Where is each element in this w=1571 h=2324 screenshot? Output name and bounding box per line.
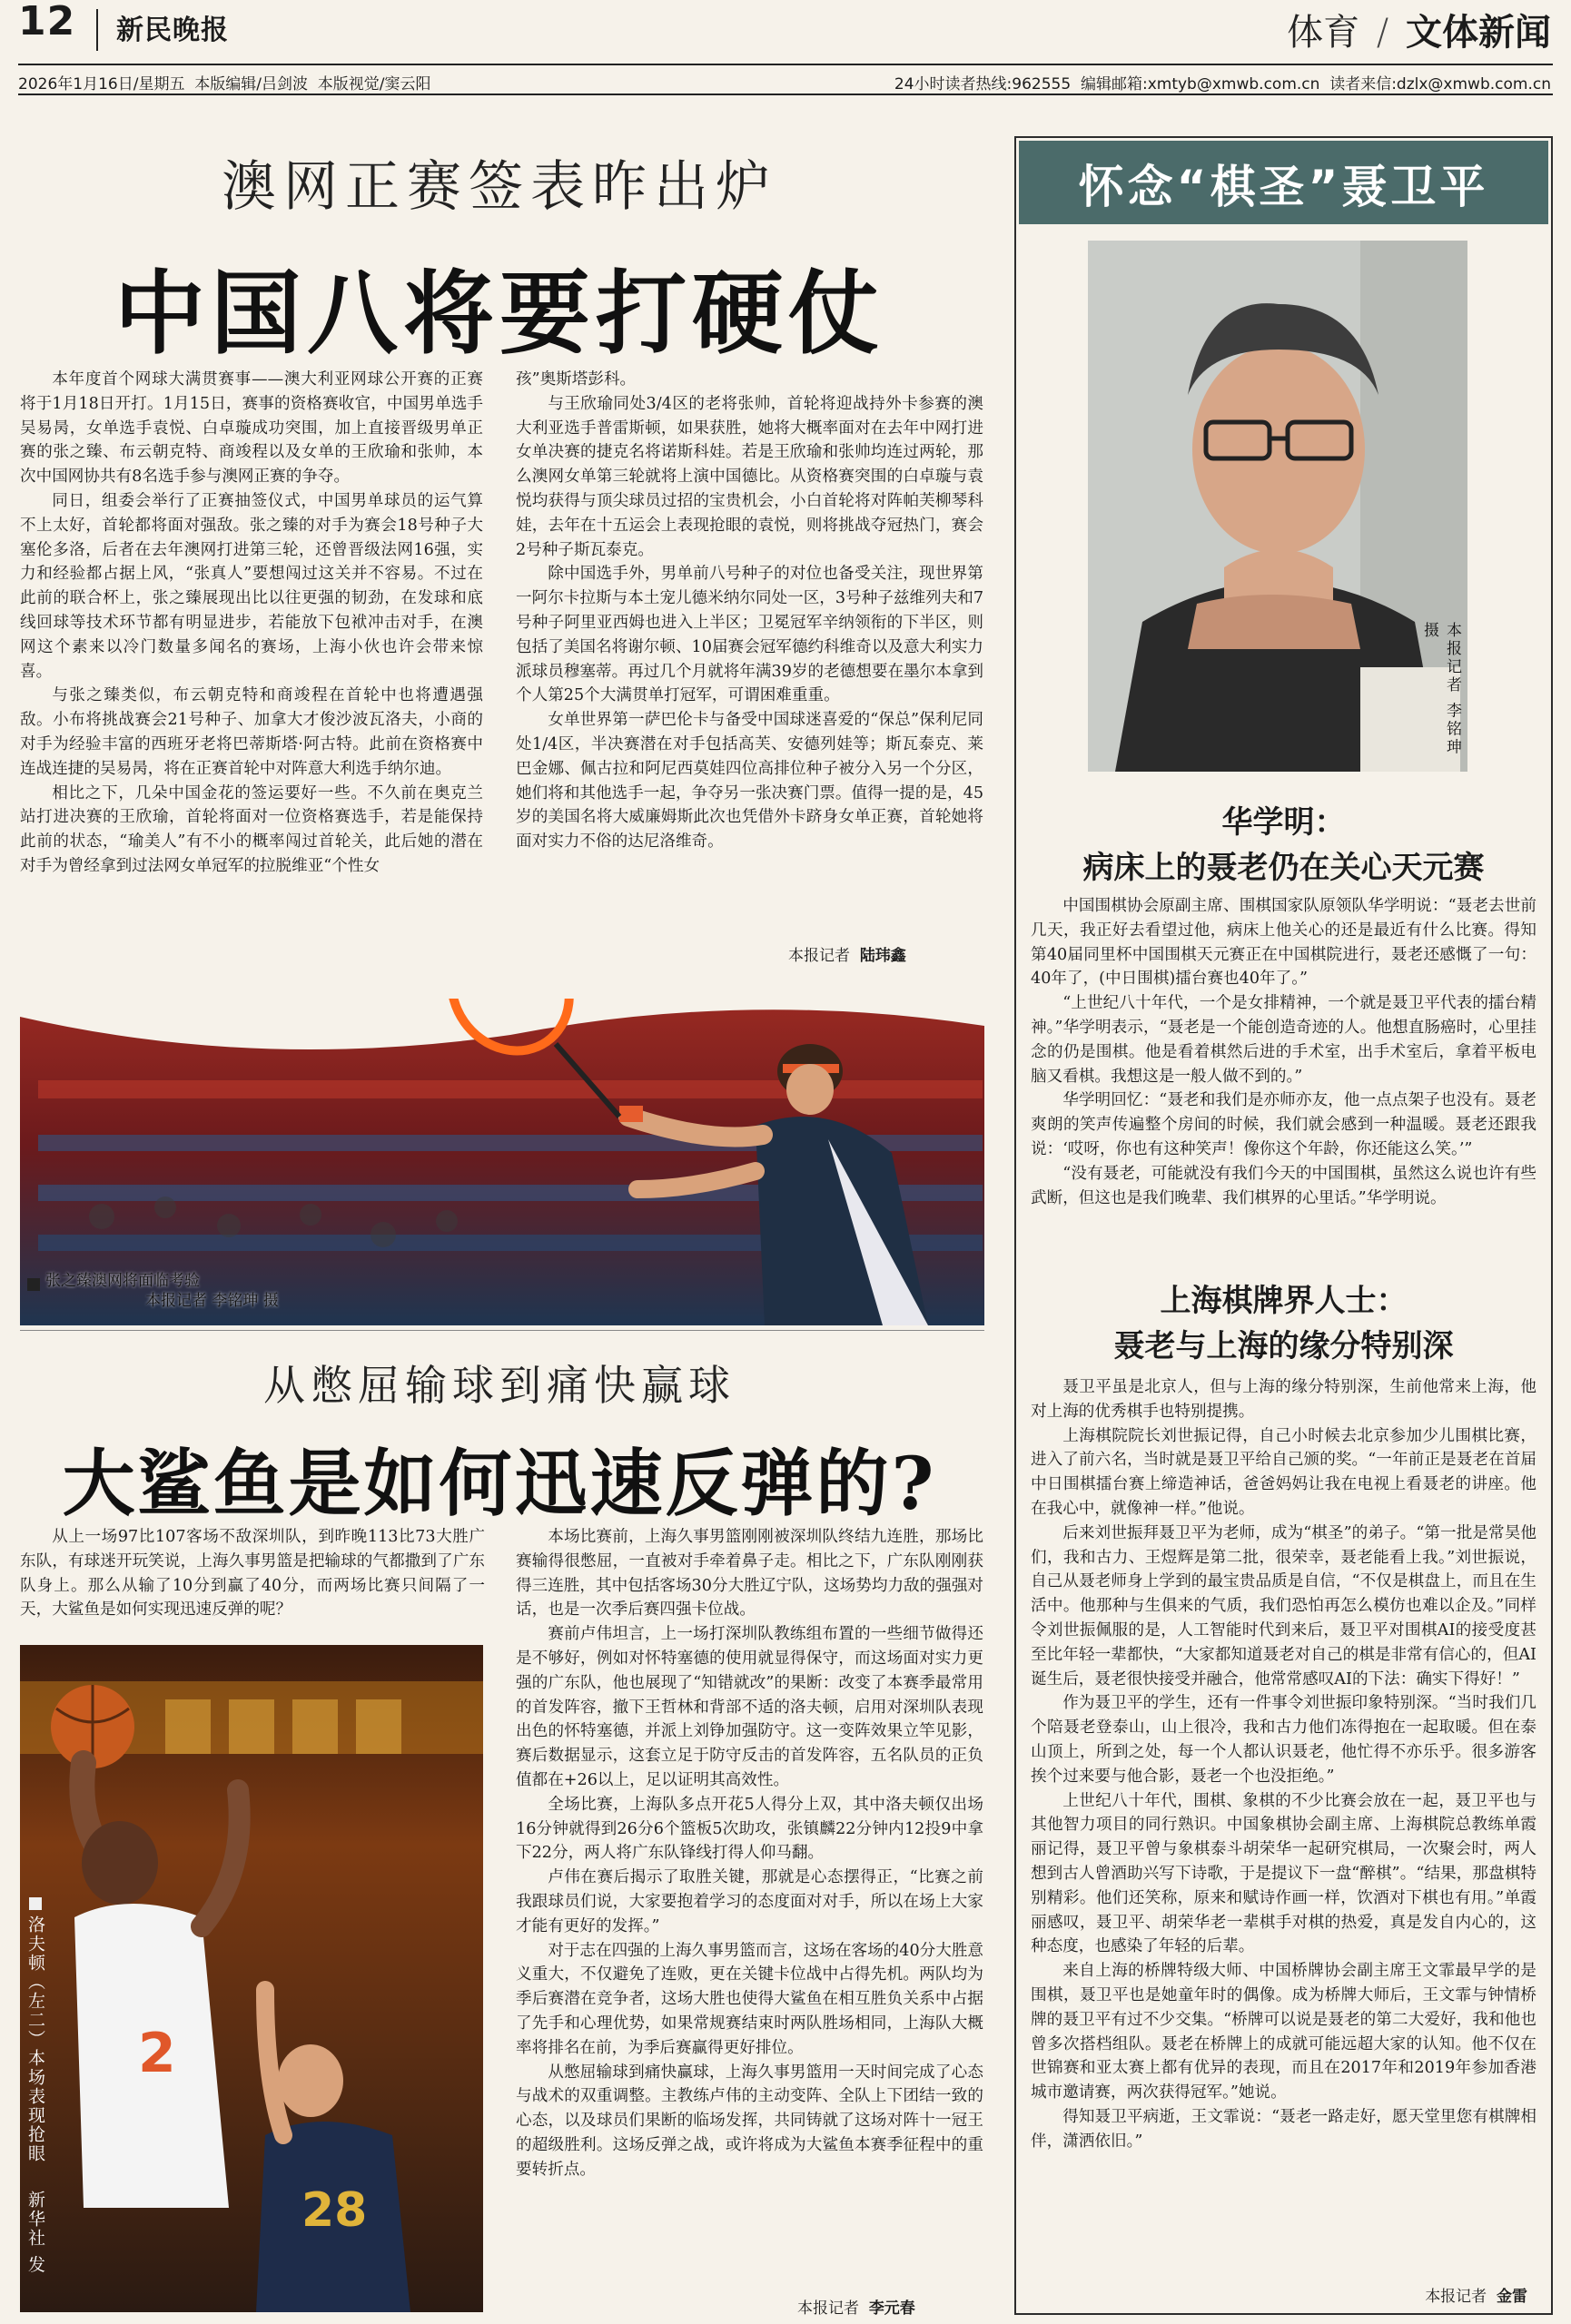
paragraph: 与王欣瑜同处3/4区的老将张帅，首轮将迎战持外卡参赛的澳大利亚选手普雷斯顿，如果获胜，她将大概率面对在去年中网打进女单决赛的捷克名将诺斯科娃。若是王欣瑜和张帅均连过两轮，那么澳网女单第三轮就将上演中国德比。从资格赛突围的白卓璇与袁悦均获得与顶尖球员过招的宝贵机会，小白首轮将对阵帕芙柳琴科娃，去年在十五运会上表现抢眼的袁悦，则将挑战夺冠热门，赛会2号种子斯瓦泰克。 (516, 394, 983, 559)
basketball-caption-box (20, 1897, 51, 2288)
basketball-credit: 新华社 发 (25, 2191, 45, 2275)
svg-text:2: 2 (138, 2022, 176, 2085)
paragraph: 与张之臻类似，布云朝克特和商竣程在首轮中也将遭遇强敌。小布将挑战赛会21号种子、加拿大才俊沙波瓦洛夫，小商的对手为经验丰富的西班牙老将巴蒂斯塔·阿古特。此前在资格赛中连战连捷的吴易昺，将在正赛首轮中对阵意大利选手纳尔迪。 (20, 686, 483, 778)
paragraph: 上海棋院院长刘世振记得，自己小时候去北京参加少儿围棋比赛，进入了前六名，当时就是聂卫平给自己颁的奖。“一年前正是聂老在首届中日围棋擂台赛上缔造神话，爸爸妈妈让我在电视上看聂老的讲座。他在我心中，就像神一样。”他说。 (1031, 1426, 1536, 1518)
paragraph: 除中国选手外，男单前八号种子的对位也备受关注，现世界第一阿尔卡拉斯与本土宠儿德米纳尔同处一区，3号种子兹维列夫和7号种子阿里亚西姆也进入上半区；卫冕冠军辛纳领衔的下半区，则包括了美国名将谢尔顿、10届赛会冠军德约科维奇以及意大利实力派球员穆塞蒂。再过几个月就将年满39岁的老德想要在墨尔本拿到个人第25个大满贯单打冠军，可谓困难重重。 (516, 565, 983, 705)
story-tennis-column-2 (516, 368, 983, 1023)
section-name: 文体新闻 (1406, 12, 1551, 54)
sidebar-portrait (1088, 241, 1467, 772)
story-divider (20, 1330, 984, 1331)
paragraph: 来自上海的桥牌特级大师、中国桥牌协会副主席王文霏最早学的是围棋，聂卫平也是她童年时的偶像。成为桥牌大师后，王文霏与钟情桥牌的聂卫平有过不少交集。“桥牌可以说是聂老的第二大爱好，我和他也曾多次搭档组队。聂老在桥牌上的成就可能远超大家的认知。他不仅在世锦赛和亚太赛上都有优异的表现，而且在2017年和2019年参加香港城市邀请赛，两次获得冠军。”她说。 (1031, 1962, 1536, 2102)
paragraph: 华学明回忆：“聂老和我们是亦师亦友，他一点点架子也没有。聂老爽朗的笑声传遍整个房间的时候，我们就会感到一种温暖。聂老还跟我说：‘哎呀，你也有这种笑声！像你这个年龄，你还能这么笑。’” (1031, 1091, 1536, 1158)
sidebar-sub1-title-1: 华学明： (1221, 804, 1346, 841)
paragraph: 全场比赛，上海队多点开花5人得分上双，其中洛夫顿仅出场16分钟就得到26分6个篮板5次助攻，张镇麟22分钟内12投9中拿下22分，两人将广东队锋线打得人仰马翻。 (516, 1795, 983, 1863)
byline-name: 李元春 (868, 2299, 915, 2317)
story-basketball-column-1 (20, 1525, 485, 1634)
paragraph: 孩”奥斯塔彭科。 (516, 370, 637, 389)
masthead-rule-bottom (18, 94, 1553, 95)
sidebar-sub2-title-1: 上海棋牌界人士： (1160, 1283, 1408, 1319)
paragraph: 从上一场97比107客场不敌深圳队，到昨晚113比73大胜广东队，有球迷开玩笑说，上海久事男篮是把输球的气都撒到了广东队身上。那么从输了10分到赢了40分，而两场比赛只间隔了一天，大鲨鱼是如何实现迅速反弹的呢？ (20, 1528, 485, 1620)
masthead (0, 0, 1571, 100)
paragraph: 女单世界第一萨巴伦卡与备受中国球迷喜爱的“保总”保利尼同处1/4区，半决赛潜在对手包括高芙、安德列娃等；斯瓦泰克、莱巴金娜、佩古拉和阿尼西莫娃四位高排位种子被分入另一个分区，她们将和其他选手一起，争夺另一张决赛门票。值得一提的是，45岁的美国名将大威廉姆斯此次也凭借外卡跻身女单正赛，首轮她将面对实力不俗的达尼洛维奇。 (516, 711, 983, 852)
sidebar-sub1-title-2: 病床上的聂老仍在关心天元赛 (1082, 850, 1485, 886)
tennis-photo-caption (45, 1271, 279, 1311)
story-tennis-kicker: 澳网正赛签表昨出炉 (222, 155, 777, 219)
nie-weiping-portrait (1088, 241, 1467, 772)
sidebar-byline (1425, 2283, 1527, 2306)
story-basketball-byline (797, 2295, 915, 2317)
byline-label: 本报记者 (1425, 2288, 1487, 2306)
date-line: 2026年1月16日/星期五 本版编辑/吕剑波 本版视觉/窦云阳 (18, 75, 431, 94)
paragraph: 相比之下，几朵中国金花的签运要好一些。不久前在奥克兰站打进决赛的王欣瑜，首轮将面对一位资格赛选手，若是能保持此前的状态，“瑜美人”有不小的概率闯过首轮关，此后她的潜在对手为曾经拿到过法网女单冠军的拉脱维亚“个性女 (20, 783, 483, 875)
basketball-photo (20, 1645, 483, 2312)
story-tennis-column-1 (20, 368, 483, 1023)
tennis-photo (20, 999, 984, 1325)
contact-line: 24小时读者热线:962555 编辑邮箱:xmtyb@xmwb.com.cn 读者来信:dzlx@xmwb.com.cn (894, 75, 1551, 94)
paragraph: “上世纪八十年代，一个是女排精神，一个就是聂卫平代表的擂台精神。”华学明表示，“聂老是一个能创造奇迹的人。他想直肠癌时，心里挂念的仍是围棋。他是看着棋然后进的手术室，出手术室后，拿着平板电脑又看棋。我想这是一般人做不到的。” (1031, 994, 1536, 1086)
section-label (1287, 4, 1551, 55)
masthead-rule-top (18, 64, 1553, 65)
paragraph: 同日，组委会举行了正赛抽签仪式，中国男单球员的运气算不上太好，首轮都将面对强敌。张之臻的对手为赛会18号种子大塞伦多洛，后者在去年澳网打进第三轮，还曾晋级法网16强，实力和经验都占据上风，“张真人”要想闯过这关并不容易。不过在此前的联合杯上，张之臻展现出比以往更强的韧劲，在发球和底线回球等技术环节都有明显进步，若能放下包袱冲击对手，在澳网这个素来以冷门数量多闻名的赛场，上海小伙也许会带来惊喜。 (20, 491, 483, 681)
masthead-divider (96, 9, 98, 51)
story-basketball-column-2 (516, 1525, 983, 2317)
paragraph: 上世纪八十年代，围棋、象棋的不少比赛会放在一起，聂卫平也与其他智力项目的同行熟识。中国象棋协会副主席、上海棋院总教练单霞丽记得，聂卫平曾与象棋泰斗胡荣华一起研究棋局，一次聚会时，两人想到古人曾酒助兴写下诗歌，于是提议下一盘“醉棋”。“结果，那盘棋特别精彩。他们还笑称，原来和赋诗作画一样，饮酒对下棋也有用。”单霞丽感叹，聂卫平、胡荣华老一辈棋手对棋的热爱，真是发自内心的，这种态度，也感染了年轻的后辈。 (1031, 1791, 1536, 1956)
byline-name: 陆玮鑫 (859, 947, 906, 965)
paragraph: 中国围棋协会原副主席、围棋国家队原领队华学明说：“聂老去世前几天，我正好去看望过他，病床上他关心的还是最近有什么比赛。得知第40届同里杯中国围棋天元赛正在中国棋院进行，聂老还感慨了一句：40年了，(中日围棋)擂台赛也40年了。” (1031, 897, 1536, 989)
tennis-caption-text: 张之臻澳网将面临考验 (45, 1272, 200, 1290)
section-sport: 体育 (1287, 12, 1360, 54)
caption-marker-icon (29, 1897, 42, 1910)
paragraph: 对于志在四强的上海久事男篮而言，这场在客场的40分大胜意义重大，不仅避免了连败，更在关键卡位战中占得先机。两队均为季后赛潜在竞争者，这场大胜也使得大鲨鱼在相互胜负关系中占据了先手和心理优势，如果常规赛结束时两队胜场相同，上海队大概率将排名在前，为季后赛赢得更好排位。 (516, 1941, 983, 2057)
basketball-image (20, 1645, 483, 2312)
story-basketball-kicker: 从憋屈输球到痛快赢球 (263, 1361, 736, 1410)
paragraph: 聂卫平虽是北京人，但与上海的缘分特别深，生前他常来上海，他对上海的优秀棋手也特别提携。 (1031, 1378, 1536, 1421)
portrait-credit: 本报记者 李铭珅 摄 (1420, 622, 1461, 757)
page-number: 12 (18, 0, 76, 44)
story-tennis-byline (788, 942, 906, 965)
byline-name: 金雷 (1497, 2288, 1527, 2306)
byline-label: 本报记者 (797, 2299, 859, 2317)
paragraph: 作为聂卫平的学生，还有一件事令刘世振印象特别深。“当时我们几个陪聂老登泰山，山上很冷，我和古力他们冻得抱在一起取暖。但在泰山顶上，所到之处，每一个人都认识聂老，他忙得不亦乐乎。很多游客挨个过来要与他合影，聂老一个也没拒绝。” (1031, 1694, 1536, 1786)
sidebar-sub1-body (1031, 894, 1536, 1257)
paragraph: 得知聂卫平病逝，王文霏说：“聂老一路走好，愿天堂里您有棋牌相伴，潇洒依旧。” (1031, 2107, 1536, 2151)
paragraph: 从憋屈输球到痛快赢球，上海久事男篮用一天时间完成了心态与战术的双重调整。主教练卢伟的主动变阵、全队上下团结一致的心态，以及球员们果断的临场发挥，共同铸就了这场对阵十一冠王的超级胜利。这场反弹之战，或许将成为大鲨鱼本赛季征程中的重要转折点。 (516, 2063, 983, 2179)
paragraph: “没有聂老，可能就没有我们今天的中国围棋，虽然这么说也许有些武断，但这也是我们晚辈、我们棋界的心里话。”华学明说。 (1031, 1164, 1536, 1207)
story-tennis-headline: 中国八将要打硬仗 (114, 261, 884, 367)
section-separator: / (1376, 12, 1389, 54)
sidebar-banner-title: 怀念“棋圣”聂卫平 (1078, 161, 1489, 213)
story-basketball-headline: 大鲨鱼是如何迅速反弹的? (62, 1441, 937, 1526)
basketball-caption: 洛夫顿（左二）本场表现抢眼 (25, 1915, 45, 2163)
sidebar-sub2-title-2: 聂老与上海的缘分特别深 (1113, 1328, 1454, 1364)
svg-text:28: 28 (301, 2183, 368, 2238)
paper-name-logo: 新民晚报 (116, 15, 229, 46)
byline-label: 本报记者 (788, 947, 850, 965)
paragraph: 赛前卢伟坦言，上一场打深圳队教练组布置的一些细节做得还是不够好，例如对怀特塞德的使用就显得保守，而这场面对实力更强的广东队，他也展现了“知错就改”的果断：改变了本赛季最常用的首发阵容，撤下王哲林和背部不适的洛夫顿，启用对深圳队表现出色的怀特塞德，并派上刘铮加强防守。这一变阵效果立竿见影，赛后数据显示，这套立足于防守反击的首发阵容，五名队员的正负值都在+26以上，足以证明其高效性。 (516, 1625, 983, 1789)
paragraph: 本场比赛前，上海久事男篮刚刚被深圳队终结九连胜，那场比赛输得很憋屈，一直被对手牵着鼻子走。相比之下，广东队刚刚获得三连胜，其中包括客场30分大胜辽宁队，这场势均力敌的强强对话，也是一次季后赛四强卡位战。 (516, 1528, 983, 1620)
sidebar-sub2-body (1031, 1375, 1536, 2306)
paragraph: 卢伟在赛后揭示了取胜关键，那就是心态摆得正，“比赛之前我跟球员们说，大家要抱着学习的态度面对对手，所以在场上大家才能有更好的发挥。” (516, 1868, 983, 1935)
tennis-caption-credit: 本报记者 李铭珅 摄 (145, 1292, 279, 1310)
paragraph: 后来刘世振拜聂卫平为老师，成为“棋圣”的弟子。“第一批是常昊他们，我和古力、王煜辉是第二批，很荣幸，聂老能看上我。”刘世振说，自己从聂老师身上学到的最宝贵品质是自信，“不仅是棋盘上，而且在生活中。他那种与生俱来的气质，我们恐怕再怎么模仿也难以企及。”同样令刘世振佩服的是，人工智能时代到来后，聂卫平对围棋AI的接受度甚至比年轻一辈都快，“大家都知道聂老对自己的棋是非常有信心的，但AI诞生后，聂老很快接受并融合，他常常感叹AI的下法：确实下得好！” (1031, 1523, 1536, 1689)
paragraph: 本年度首个网球大满贯赛事——澳大利亚网球公开赛的正赛将于1月18日开打。1月15日，赛事的资格赛收官，中国男单选手吴易昺，女单选手袁悦、白卓璇成功突围，加上直接晋级男单正赛的张之臻、布云朝克特、商竣程以及女单的王欣瑜和张帅，本次中国网协共有8名选手参与澳网正赛的争夺。 (20, 370, 483, 487)
